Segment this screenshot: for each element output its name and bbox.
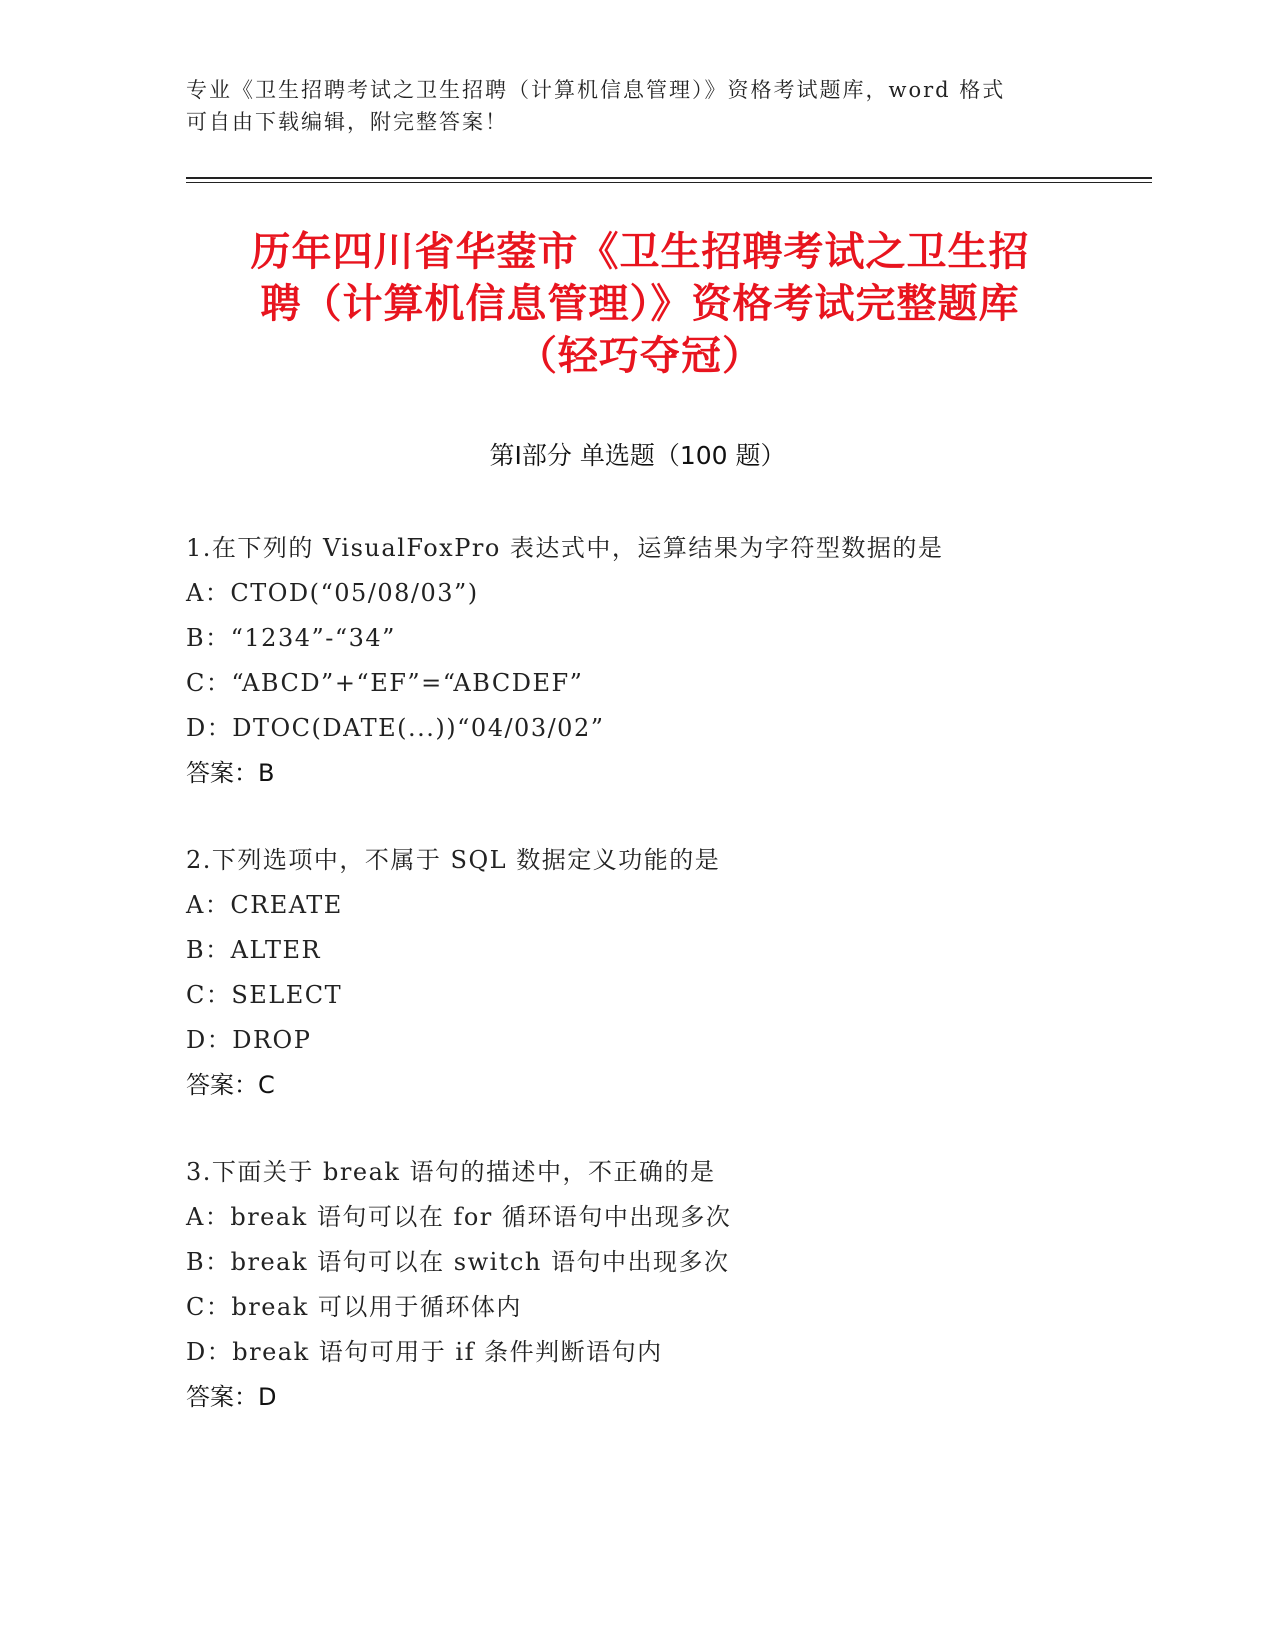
title-line: （轻巧夺冠） — [517, 333, 763, 379]
option-b: B：break 语句可以在 switch 语句中出现多次 — [186, 1248, 730, 1276]
question-item — [186, 526, 1146, 796]
header-divider — [186, 177, 1152, 179]
section-heading: 第Ⅰ部分 单选题（100 题） — [489, 441, 786, 470]
option-b: B：ALTER — [186, 936, 322, 964]
option-d: D：break 语句可用于 if 条件判断语句内 — [186, 1338, 663, 1366]
header-note — [186, 74, 1066, 138]
option-c: C：“ABCD”+“EF”=“ABCDEF” — [186, 669, 584, 697]
title-line: 聘（计算机信息管理）》资格考试完整题库 — [260, 281, 1020, 327]
question-stem: 3.下面关于 break 语句的描述中，不正确的是 — [186, 1158, 716, 1186]
option-a: A：CREATE — [186, 891, 343, 919]
answer-text: 答案：C — [186, 1071, 275, 1099]
answer-text: 答案：B — [186, 759, 275, 787]
question-stem: 1.在下列的 VisualFoxPro 表达式中，运算结果为字符型数据的是 — [186, 534, 944, 562]
header-divider-thin — [186, 182, 1152, 183]
header-note-line: 可自由下载编辑，附完整答案！ — [186, 110, 508, 134]
option-d: D：DTOC(DATE(...))“04/03/02” — [186, 714, 605, 742]
option-a: A：break 语句可以在 for 循环语句中出现多次 — [186, 1203, 732, 1231]
option-c: C：SELECT — [186, 981, 343, 1009]
option-b: B：“1234”-“34” — [186, 624, 396, 652]
question-stem: 2.下列选项中，不属于 SQL 数据定义功能的是 — [186, 846, 721, 874]
document-title — [180, 226, 1100, 382]
option-a: A：CTOD(“05/08/03”) — [186, 579, 479, 607]
question-item — [186, 1150, 1146, 1420]
question-list — [186, 526, 1146, 1462]
title-line: 历年四川省华蓥市《卫生招聘考试之卫生招 — [250, 229, 1030, 275]
question-item — [186, 838, 1146, 1108]
option-d: D：DROP — [186, 1026, 312, 1054]
header-note-line: 专业《卫生招聘考试之卫生招聘（计算机信息管理）》资格考试题库，word 格式 — [186, 78, 1006, 102]
option-c: C：break 可以用于循环体内 — [186, 1293, 522, 1321]
answer-text: 答案：D — [186, 1383, 277, 1411]
